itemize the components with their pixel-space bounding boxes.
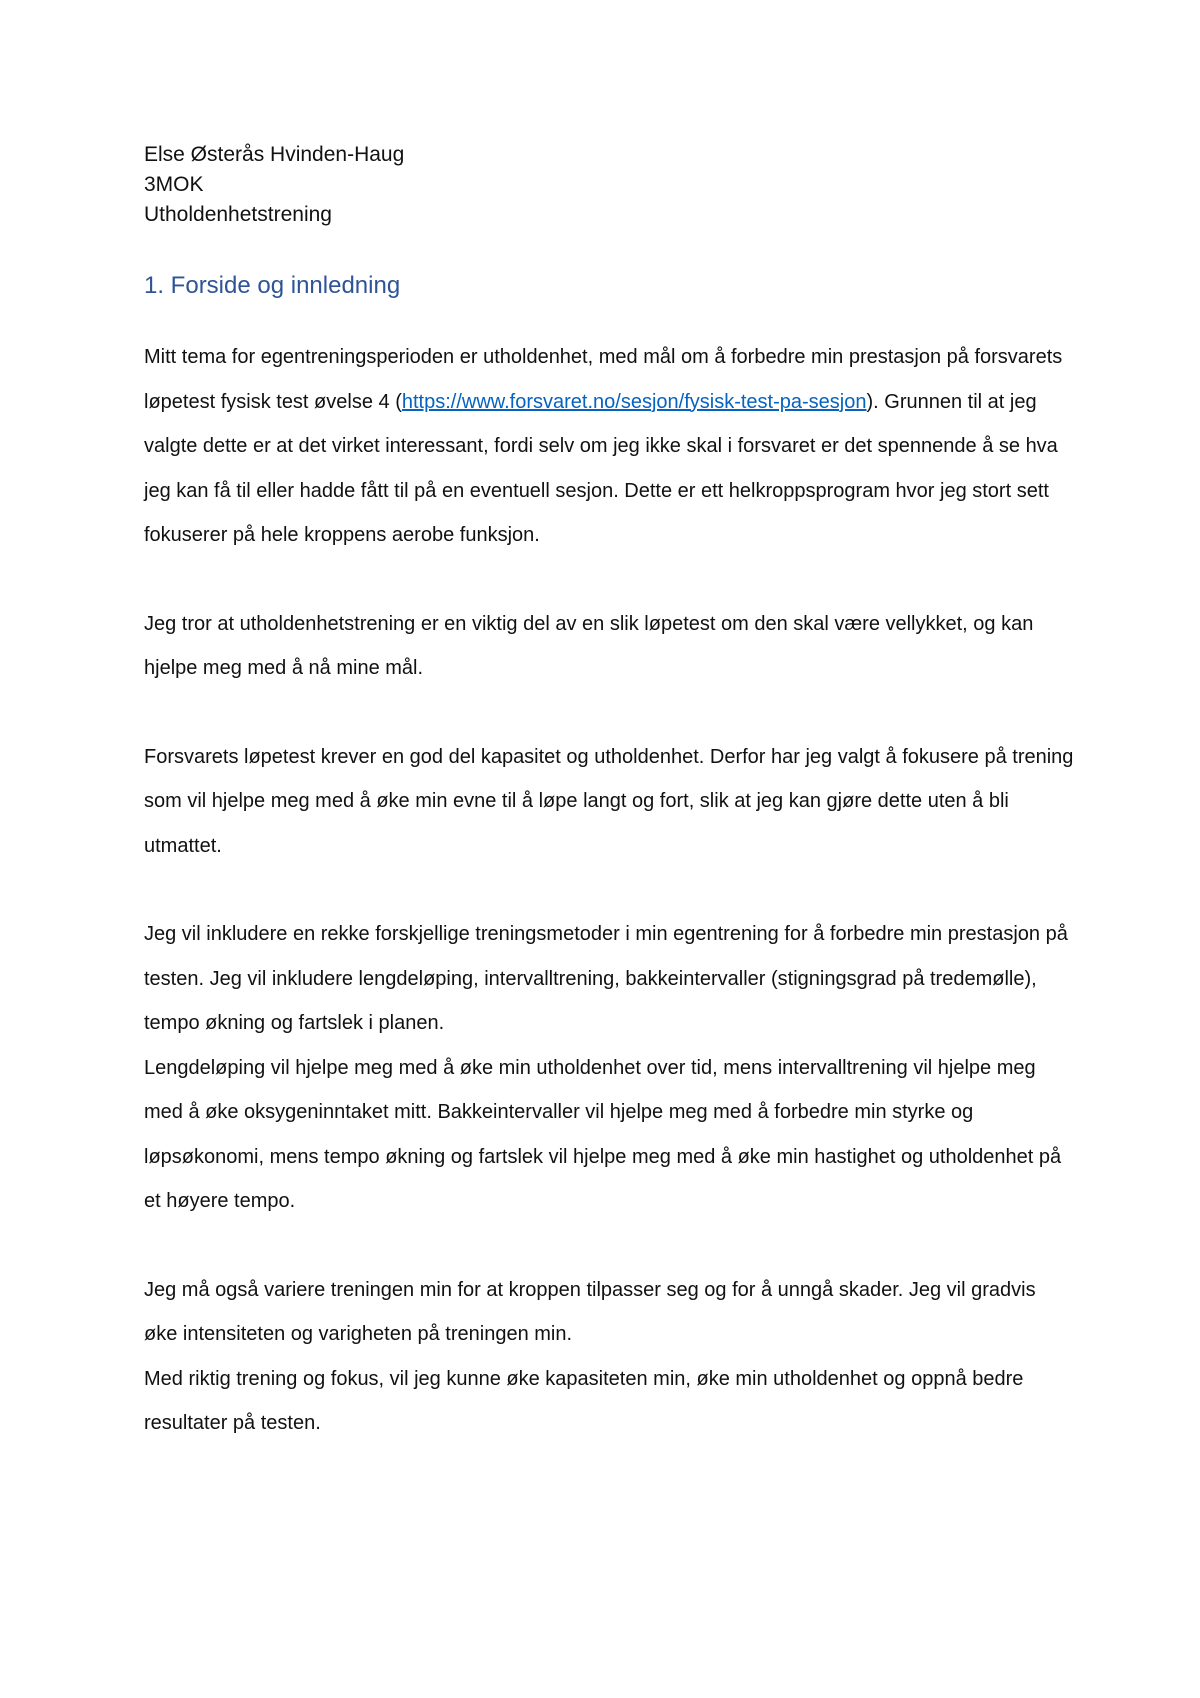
intro-text-before-link: Mitt tema for egentreningsperioden er utholdenhet, med mål om å forbedre min prestasjon på forsvarets løpetest fysisk test øvelse 4 (	[144, 346, 1063, 413]
document-content	[144, 140, 1074, 1446]
paragraph-spacer	[144, 1224, 1074, 1268]
section-heading: 1. Forside og innledning	[144, 272, 401, 299]
forsvaret-link[interactable]: https://www.forsvaret.no/sesjon/fysisk-test-pa-sesjon	[401, 390, 867, 413]
paragraph-methods: Jeg vil inkludere en rekke forskjellige treningsmetoder i min egentrening for å forbedre min prestasjon på testen. Jeg vil inkludere lengdeløping, intervalltrening, bakkeintervaller (stigningsgrad på tredemølle), tempo økning og fartslek i planen.	[144, 923, 1068, 1034]
class-name: 3MOK	[144, 173, 204, 196]
paragraph-focus: Forsvarets løpetest krever en god del kapasitet og utholdenhet. Derfor har jeg valgt å fokusere på trening som vil hjelpe meg med å øke min evne til å løpe langt og fort, slik at jeg kan gjøre dette uten å bli utmattet.	[144, 745, 1074, 857]
intro-text-after-link: ). Grunnen til at jeg valgte dette er at det virket interessant, fordi selv om jeg ikke skal i forsvaret er det spennende å se hva jeg kan få til eller hadde fått til på en eventuell sesjon. Dette er ett helkroppsprogram hvor jeg stort sett fokuserer på hele kroppens aerobe funksjon.	[144, 390, 1058, 546]
paragraph-conclusion: Med riktig trening og fokus, vil jeg kunne øke kapasiteten min, øke min utholdenhet og oppnå bedre resultater på testen.	[144, 1367, 1024, 1434]
paragraph-spacer	[144, 558, 1074, 602]
paragraph-method-benefits: Lengdeløping vil hjelpe meg med å øke min utholdenhet over tid, mens intervalltrening vil hjelpe meg med å øke oksygeninntaket mitt. Bakkeintervaller vil hjelpe meg med å forbedre min styrke og løpsøkonomi, mens tempo økning og fartslek vil hjelpe meg med å øke min hastighet og utholdenhet på et høyere tempo.	[144, 1056, 1062, 1212]
paragraph-variation: Jeg må også variere treningen min for at kroppen tilpasser seg og for å unngå skader. Jeg vil gradvis øke intensiteten og varigheten på treningen min.	[144, 1278, 1036, 1345]
topic-title: Utholdenhetstrening	[144, 203, 332, 226]
paragraph-spacer	[144, 691, 1074, 735]
paragraph-goal: Jeg tror at utholdenhetstrening er en viktig del av en slik løpetest om den skal være vellykket, og kan hjelpe meg med å nå mine mål.	[144, 612, 1034, 679]
author-name: Else Østerås Hvinden-Haug	[144, 143, 405, 166]
paragraph-spacer	[144, 868, 1074, 912]
intro-paragraph	[144, 335, 1074, 558]
